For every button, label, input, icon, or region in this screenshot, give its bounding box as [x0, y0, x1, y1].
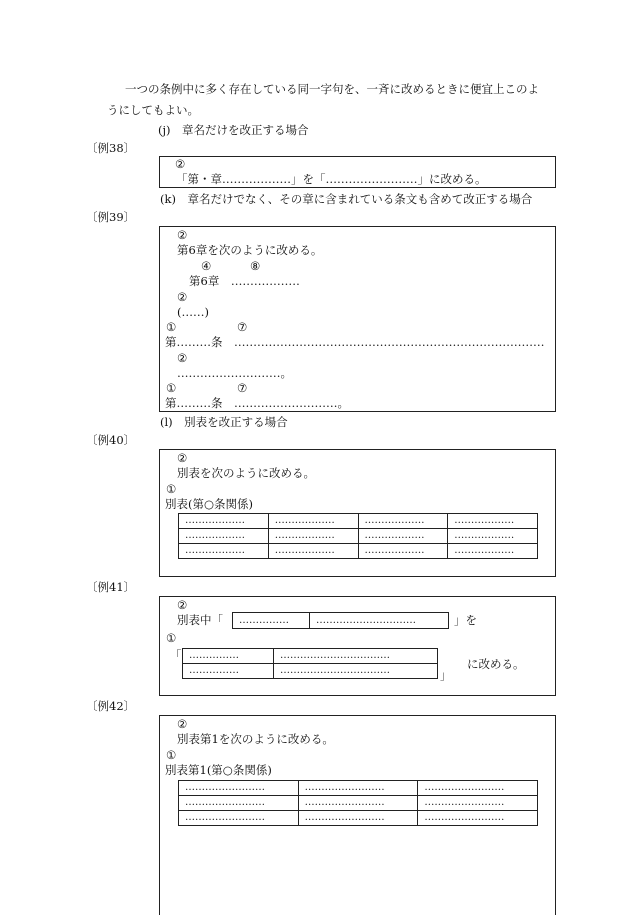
table-cell: …………………… — [179, 781, 299, 796]
close-quote: 」 — [440, 668, 452, 682]
example-42-table — [178, 780, 538, 826]
table-cell: …………………………… — [274, 649, 438, 664]
example-39-line-4: 第………条 ……………………………………………………………………… — [165, 335, 545, 349]
table-cell: …………………………… — [274, 664, 438, 679]
mark: ① — [166, 748, 177, 762]
table-cell: ……………… — [179, 529, 269, 544]
table-row — [179, 529, 538, 544]
table-cell: ……………… — [179, 514, 269, 529]
table-cell: ……………… — [448, 544, 538, 559]
table-cell: …………………… — [298, 796, 418, 811]
table-cell: ……………… — [448, 514, 538, 529]
mark: ② — [177, 451, 188, 465]
table-cell: …………… — [232, 612, 310, 629]
table-cell: ……………… — [358, 529, 448, 544]
table-row — [183, 649, 438, 664]
mark: ② — [177, 290, 188, 304]
example-39-line-3: (……) — [177, 305, 209, 319]
heading-j: (j) 章名だけを改正する場合 — [158, 123, 309, 137]
table-cell: …………………… — [418, 781, 538, 796]
example-41-prefix: 別表中「 — [177, 613, 223, 627]
mark: ⑦ — [237, 320, 248, 334]
table-cell: …………………… — [179, 811, 299, 826]
mark: ② — [175, 157, 186, 171]
mark: ④ — [201, 259, 212, 273]
intro-line-2: うにしてもよい。 — [107, 103, 199, 117]
example-41-suffix: 」を — [454, 613, 477, 627]
mark: ① — [166, 631, 177, 645]
mark: ② — [177, 598, 188, 612]
example-42-line-2: 別表第1(第○条関係) — [165, 763, 272, 777]
table-row — [179, 811, 538, 826]
table-cell: ……………… — [268, 529, 358, 544]
example-40-table — [178, 513, 538, 559]
example-41-label: 〔例41〕 — [86, 580, 136, 594]
example-40-line-1: 別表を次のように改める。 — [177, 466, 315, 480]
table-cell: ……………… — [448, 529, 538, 544]
intro-line-1: 一つの条例中に多く存在している同一字句を、一斉に改めるときに便宜上このよ — [125, 82, 539, 96]
heading-l: (l) 別表を改正する場合 — [160, 415, 288, 429]
example-40-label: 〔例40〕 — [86, 433, 136, 447]
table-cell: ………………………… — [309, 612, 449, 629]
example-39-line-1: 第6章を次のように改める。 — [177, 243, 323, 257]
example-38-text: 「第・章………………」を「……………………」に改める。 — [176, 172, 487, 186]
table-cell: …………… — [183, 664, 274, 679]
table-cell: ……………… — [268, 544, 358, 559]
open-quote: 「 — [170, 648, 182, 662]
mark: ① — [166, 320, 177, 334]
example-41-box — [159, 596, 556, 696]
table-cell: …………………… — [418, 811, 538, 826]
mark: ② — [177, 351, 188, 365]
heading-k: (k) 章名だけでなく、その章に含まれている条文も含めて改正する場合 — [160, 192, 533, 206]
example-40-line-2: 別表(第○条関係) — [165, 497, 254, 511]
table-row — [183, 664, 438, 679]
table-cell: …………………… — [418, 796, 538, 811]
mark: ⑧ — [250, 259, 261, 273]
example-42-line-1: 別表第1を次のように改める。 — [177, 732, 334, 746]
table-cell: ……………… — [358, 544, 448, 559]
mark: ① — [166, 381, 177, 395]
table-cell: ……………… — [268, 514, 358, 529]
table-row — [179, 796, 538, 811]
table-cell: …………… — [183, 649, 274, 664]
example-42-label: 〔例42〕 — [86, 699, 136, 713]
example-39-line-5: ………………………。 — [177, 366, 292, 380]
mark: ② — [177, 717, 188, 731]
example-41-tail: に改める。 — [467, 657, 525, 671]
mark: ⑦ — [237, 381, 248, 395]
example-38-label: 〔例38〕 — [86, 141, 136, 155]
table-row — [179, 514, 538, 529]
table-row — [179, 781, 538, 796]
table-cell: …………………… — [298, 781, 418, 796]
table-cell: …………………… — [179, 796, 299, 811]
example-39-label: 〔例39〕 — [86, 210, 136, 224]
example-41-table — [182, 648, 438, 679]
table-row — [179, 544, 538, 559]
example-39-line-2: 第6章 ……………… — [189, 274, 300, 288]
mark: ② — [177, 228, 188, 242]
table-cell: …………………… — [298, 811, 418, 826]
table-cell: ……………… — [358, 514, 448, 529]
mark: ① — [166, 482, 177, 496]
table-cell: ……………… — [179, 544, 269, 559]
example-39-line-6: 第………条 ………………………。 — [165, 396, 349, 410]
